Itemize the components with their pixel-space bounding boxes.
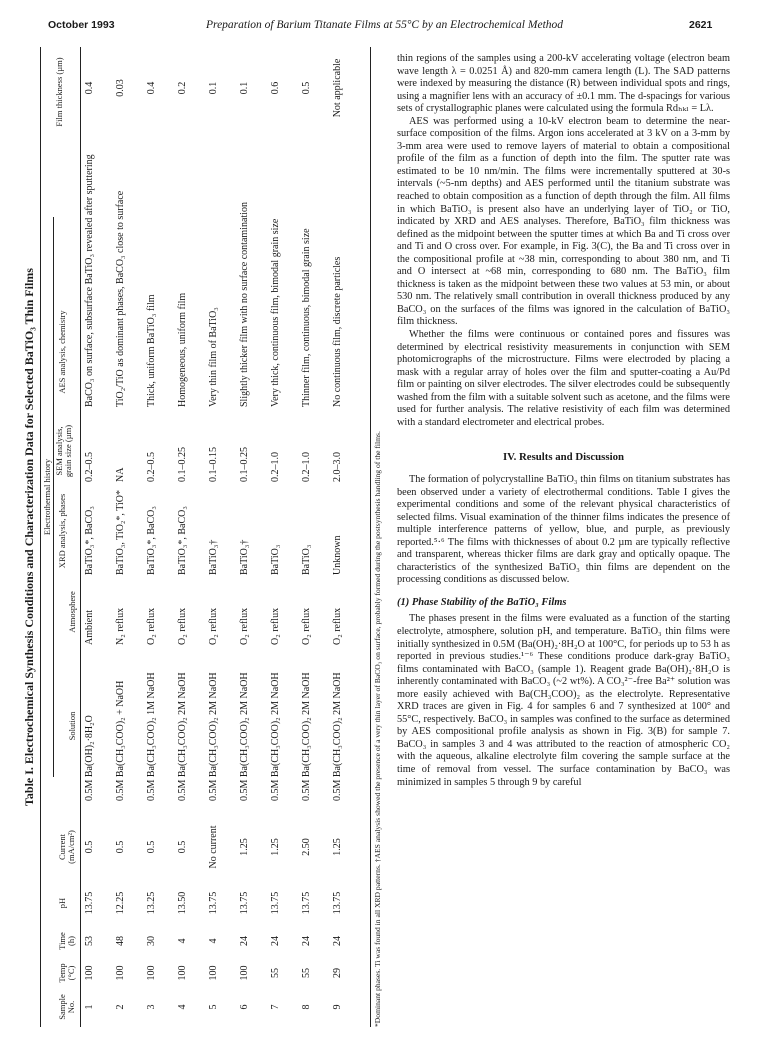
cell-xrd: BaTiO₃† (239, 539, 250, 575)
cell-aes: Slightly thicker film with no surface contamination (239, 202, 250, 407)
cell-sem: NA (115, 467, 126, 482)
col-header-atmosphere: Atmosphere (67, 591, 77, 633)
subsection-heading: (1) Phase Stability of the BaTiO₃ Films (397, 596, 567, 608)
cell-ph: 12.25 (115, 891, 126, 915)
cell-film: 0.4 (146, 81, 157, 95)
cell-temp: 100 (177, 965, 188, 981)
cell-sem: 0.2–0.5 (84, 452, 95, 482)
cell-aes: Very thin film of BaTiO₃ (208, 307, 219, 407)
col-header-sem: SEM analysis, grain size (µm) (54, 424, 73, 478)
cell-time: 4 (208, 938, 219, 944)
cell-current: 0.5 (177, 840, 188, 854)
cell-xrd: BaTiO₃ (270, 544, 281, 575)
cell-aes: Thinner film, continuous, bimodal grain size (301, 228, 312, 407)
cell-film: 0.6 (270, 81, 281, 95)
running-title: Preparation of Barium Titanate Films at 55°C by an Electrochemical Method (206, 19, 564, 31)
cell-current: 0.5 (146, 840, 157, 854)
cell-film: 0.1 (208, 81, 219, 95)
cell-time: 53 (84, 936, 95, 946)
table-row (178, 47, 204, 1027)
header-rule (80, 47, 81, 1027)
cell-temp: 100 (146, 965, 157, 981)
cell-atmosphere: Ambient (84, 610, 95, 645)
cell-time: 4 (177, 938, 188, 944)
cell-solution: 0.5M Ba(CH₃COO)₂ 1M NaOH (146, 672, 157, 801)
group-header: Electrothermal history (42, 458, 52, 536)
page-number: 2621 (689, 19, 713, 31)
cell-sample: 9 (332, 1004, 343, 1010)
cell-film: Not applicable (332, 58, 343, 118)
cell-aes: BaCO₃ on surface, subsurface BaTiO₃ revealed after sputtering (84, 154, 95, 407)
cell-solution: 0.5M Ba(CH₃COO)₂ 2M NaOH (177, 672, 188, 801)
cell-ph: 13.75 (301, 891, 312, 915)
cell-sem: 0.1–0.25 (177, 447, 188, 482)
cell-atmosphere: N₂ reflux (115, 607, 126, 645)
table-row (209, 47, 235, 1027)
cell-solution: 0.5M Ba(CH₃COO)₂ + NaOH (115, 680, 126, 801)
cell-current: 1.25 (332, 838, 343, 856)
cell-xrd: BaTiO₃, TiO₂*, TiO* (115, 490, 126, 575)
col-header-ph: pH (57, 897, 67, 909)
col-header-current: Current (mA/cm²) (57, 830, 76, 864)
cell-sem: 0.1–0.15 (208, 447, 219, 482)
cell-xrd: BaTiO₃*, BaCO₃ (146, 506, 157, 575)
cell-atmosphere: O₂ reflux (146, 607, 157, 645)
cell-ph: 13.75 (332, 891, 343, 915)
cell-xrd: BaTiO₃† (208, 539, 219, 575)
cell-xrd: BaTiO₃*, BaCO₃ (84, 506, 95, 575)
col-header-temp: Temp (°C) (57, 963, 76, 983)
cell-sample: 2 (115, 1004, 126, 1010)
cell-solution: 0.5M Ba(CH₃COO)₂ 2M NaOH (270, 672, 281, 801)
cell-time: 24 (301, 936, 312, 946)
cell-current: 0.5 (115, 840, 126, 854)
table-1 (22, 47, 392, 1027)
cell-temp: 55 (301, 968, 312, 978)
cell-film: 0.03 (115, 79, 126, 97)
cell-temp: 100 (84, 965, 95, 981)
cell-ph: 13.25 (146, 891, 157, 915)
cell-current: 0.5 (84, 840, 95, 854)
cell-sample: 8 (301, 1004, 312, 1010)
col-header-aes: AES analysis, chemistry (57, 310, 67, 394)
cell-sem: 0.2–1.0 (301, 452, 312, 482)
cell-atmosphere: O₂ reflux (301, 607, 312, 645)
cell-time: 24 (270, 936, 281, 946)
cell-film: 0.1 (239, 81, 250, 95)
col-header-film: Film thickness (µm) (54, 57, 64, 127)
cell-xrd: Unknown (332, 535, 343, 575)
table-rotated-content (22, 47, 392, 1027)
col-header-solution: Solution (67, 711, 77, 741)
cell-temp: 55 (270, 968, 281, 978)
cell-atmosphere: O₂ reflux (270, 607, 281, 645)
cell-sem: 2.0–3.0 (332, 452, 343, 482)
paragraph-5: The phases present in the films were evaluated as a function of the starting electrolyte, atmosphere, solution pH, and temperature. BaTiO₃ thin films were initially synthesized in 0.5M (Ba(OH)₂·8H₂O at 100°C, for periods up to 53 h as reported in previous studies.¹⁻⁶ These conditions produce dark-gray BaTiO₃ films contaminated with BaCO₃ (sample 1). Reagent grade Ba(OH)₂·8H₂O is inherently contaminated with BaCO₃ (~2 wt%). A CO₃²⁻-free Ba²⁺ solution was more easily achieved with Ba(CH₃COO)₂ as the electrolyte. Representative XRD traces are given in Fig. 4 for samples 6 and 7 synthesized at 100° and 55°C, respectively. BaCO₃ in samples was confined to the surface as determined by AES compositional profile analysis as shown in Fig. 3(B) for sample 7. BaCO₃ in samples 3 and 4 was attributed to the reaction of atmospheric CO₂ with the aqueous, alkaline electrolyte film covering the sample surface at the time of removal from vessel. The surface contamination by BaCO₃ was minimized in samples 5 through 9 by careful (397, 613, 730, 788)
cell-ph: 13.50 (177, 891, 188, 915)
cell-sample: 4 (177, 1004, 188, 1010)
cell-sample: 3 (146, 1004, 157, 1010)
cell-atmosphere: O₂ reflux (239, 607, 250, 645)
table-bottom-rule (370, 47, 371, 1027)
paragraph-1: thin regions of the samples using a 200-kV accelerating voltage (electron beam wave length λ = 0.0251 Å) and 820-mm camera length (L). The SAD patterns were indexed by measuring the distance (R) between individual spots and rings, using a magnifier lens with an accuracy of ±0.1 mm. The d-spacings for various sets of crystallographic planes were calculated using the formula Rdₕₖₗ = Lλ. (397, 53, 730, 115)
cell-ph: 13.75 (239, 891, 250, 915)
col-header-time: Time (h) (57, 932, 76, 950)
cell-current: 2.50 (301, 838, 312, 856)
table-row (271, 47, 297, 1027)
cell-sample: 5 (208, 1004, 219, 1010)
cell-aes: Thick, uniform BaTiO₃ film (146, 294, 157, 407)
cell-aes: Homogeneous, uniform film (177, 292, 188, 407)
cell-sample: 1 (84, 1004, 95, 1010)
table-caption: Table I. Electrochemical Synthesis Conditions and Characterization Data for Selected BaTiO₃ Thin Films (22, 268, 36, 806)
cell-current: No current (208, 825, 219, 869)
cell-aes: Very thick, continuous film, bimodal grain size (270, 218, 281, 407)
cell-atmosphere: O₂ reflux (208, 607, 219, 645)
cell-solution: 0.5M Ba(CH₃COO)₂ 2M NaOH (208, 672, 219, 801)
table-row (302, 47, 328, 1027)
cell-film: 0.5 (301, 81, 312, 95)
cell-ph: 13.75 (84, 891, 95, 915)
cell-aes: No continuous film, discrete particles (332, 256, 343, 407)
table-row (333, 47, 359, 1027)
cell-sample: 6 (239, 1004, 250, 1010)
cell-temp: 100 (115, 965, 126, 981)
cell-temp: 100 (208, 965, 219, 981)
cell-temp: 29 (332, 968, 343, 978)
cell-solution: 0.5M Ba(OH)₂·8H₂O (84, 715, 95, 801)
table-row (147, 47, 173, 1027)
cell-film: 0.2 (177, 81, 188, 95)
cell-current: 1.25 (270, 838, 281, 856)
cell-time: 24 (332, 936, 343, 946)
cell-solution: 0.5M Ba(CH₃COO)₂ 2M NaOH (301, 672, 312, 801)
cell-solution: 0.5M Ba(CH₃COO)₂ 2M NaOH (239, 672, 250, 801)
cell-film: 0.4 (84, 81, 95, 95)
cell-time: 24 (239, 936, 250, 946)
table-row (116, 47, 142, 1027)
table-row (240, 47, 266, 1027)
group-rule (53, 217, 54, 777)
cell-sample: 7 (270, 1004, 281, 1010)
cell-aes: TiO₂/TiO as dominant phases, BaCO₃ close to surface (115, 190, 126, 407)
paragraph-4: The formation of polycrystalline BaTiO₃ thin films on titanium substrates has been observed under a variety of electrothermal conditions. Table I gives the experimental conditions and some of the relevant physical characteristics of selected films. Visual examination of the thinner films indicates the presence of multiple interference patterns of yellow, blue, and purple, as previously reported.⁵⋅⁶ The films with thicknesses of about 0.2 µm are typically reflective and transparent, whereas thicker films are dark gray and optically opaque. The characteristics of the synthesized BaTiO₃ thin films are dependent on the processing conditions as discussed below. (397, 473, 730, 586)
cell-time: 48 (115, 936, 126, 946)
text-column (397, 53, 730, 789)
cell-ph: 13.75 (270, 891, 281, 915)
table-row (85, 47, 111, 1027)
cell-sem: 0.1–0.25 (239, 447, 250, 482)
cell-atmosphere: O₂ reflux (332, 607, 343, 645)
cell-atmosphere: O₂ reflux (177, 607, 188, 645)
table-footnote: *Dominant phases. Ti was found in all XRD patterns. †AES analysis showed the presence of a very thin layer of BaCO₃ on surface, probably formed during the postsynthesis handling of the films. (373, 431, 382, 1027)
cell-xrd: BaTiO₃ (301, 544, 312, 575)
cell-sem: 0.2–1.0 (270, 452, 281, 482)
col-header-sample: Sample No. (57, 994, 76, 1020)
cell-solution: 0.5M Ba(CH₃COO)₂ 2M NaOH (332, 672, 343, 801)
section-heading: IV. Results and Discussion (502, 451, 624, 464)
table-top-rule (40, 47, 41, 1027)
col-header-xrd: XRD analysis, phases (57, 493, 67, 569)
cell-temp: 100 (239, 965, 250, 981)
cell-xrd: BaTiO₃*, BaCO₃ (177, 506, 188, 575)
paragraph-2: AES was performed using a 10-kV electron beam to determine the near-surface composition of the films. Argon ions accelerated at 3 kV on a 3-mm by 3-mm area were used to remove layers of material to obtain a compositional profile of the film as a function of depth into the film. The sputter rate was estimated to be 10 nm/min. The films were incrementally sputtered at 30-s intervals (~5-nm depths) and AES performed until the titanium substrate was reached to obtain composition as a function of depth through the film. All films in which BaTiO₃ is present also have an underlying layer of TiO₂ or TiO, indicated by XRD and AES analyses. Therefore, BaTiO₃ film thickness was defined as the midpoint between the sputter times at which Ba and Ti cross over and Ti and O cross over. For example, in Fig. 3(C), the Ba and Ti cross over in the compositional profile at ~38 min, corresponding to about 380 nm, and Ti and O intersect at ~68 min, corresponding to 680 nm. The BaTiO₃ film thickness is taken as the midpoint between these two values at 53 min, or about 530 nm. The relatively small contribution in overall thickness produced by any BaCO₃ on the surfaces of the films was ignored in the calculation of BaTiO₃ film thickness. (397, 115, 730, 328)
running-date: October 1993 (48, 19, 115, 31)
cell-time: 30 (146, 936, 157, 946)
paragraph-3: Whether the films were continuous or contained pores and fissures was determined by electrical resistivity measurements in conjunction with SEM photomicrographs of the microstructure. Films were electroded by placing a mask with a regular array of holes over the film and sputter-coating a Au/Pd film or painting on silver electrodes. The silver electrodes could be subsequently washed from the film with a suitable solvent such as acetone, and the films were used for further analysis. The relative resistivity of each film was determined with a standard electrometer and electrical probes. (397, 329, 730, 428)
cell-sem: 0.2–0.5 (146, 452, 157, 482)
cell-current: 1.25 (239, 838, 250, 856)
cell-ph: 13.75 (208, 891, 219, 915)
